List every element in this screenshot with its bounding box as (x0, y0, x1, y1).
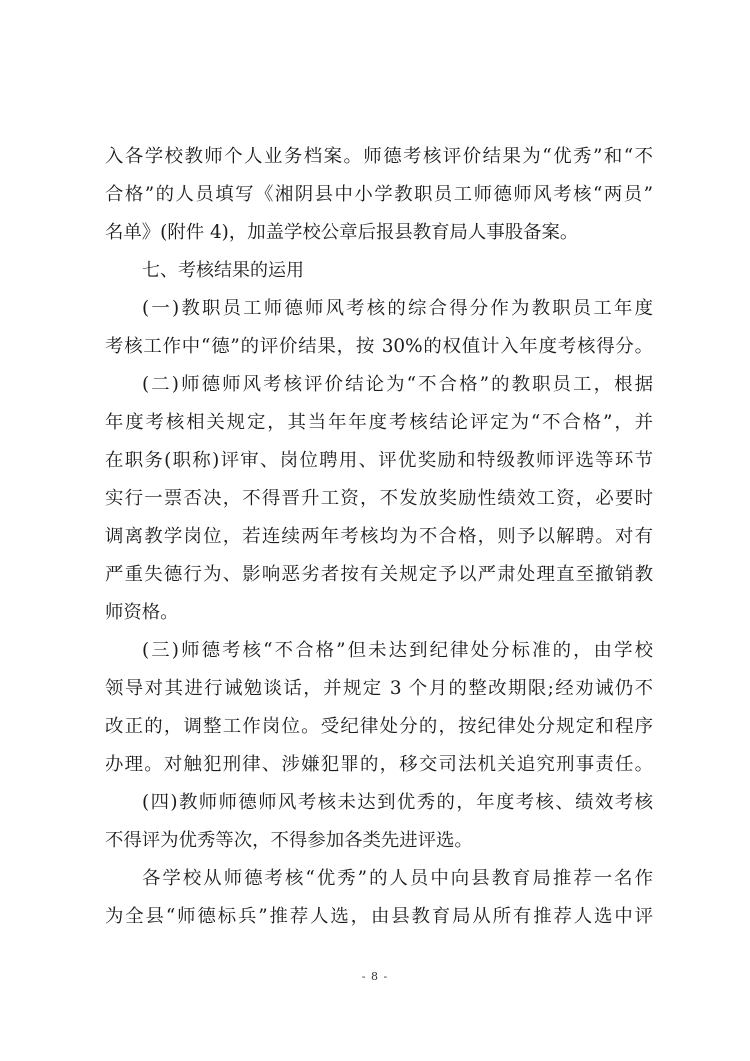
text-line: 调离教学岗位，若连续两年考核均为不合格，则予以解聘。对有 (105, 526, 653, 547)
text-line: 名单》(附件 4)，加盖学校公章后报县教育局人事股备案。 (105, 222, 579, 243)
text-line: (三)师德考核“不合格”但未达到纪律处分标准的，由学校 (142, 640, 653, 661)
text-line: 不得评为优秀等次，不得参加各类先进评选。 (105, 830, 473, 851)
text-line: 为全县“师德标兵”推荐人选，由县教育局从所有推荐人选中评 (105, 906, 653, 927)
text-line: 实行一票否决，不得晋升工资，不发放奖励性绩效工资，必要时 (105, 488, 653, 509)
text-line: (一)教职员工师德师风考核的综合得分作为教职员工年度 (142, 298, 653, 319)
section-heading: 七、考核结果的运用 (142, 260, 304, 281)
text-line: 领导对其进行诫勉谈话，并规定 3 个月的整改期限;经劝诫仍不 (105, 678, 653, 699)
text-line: 改正的，调整工作岗位。受纪律处分的，按纪律处分规定和程序 (105, 716, 653, 737)
text-line: (二)师德师风考核评价结论为“不合格”的教职员工，根据 (142, 374, 653, 395)
text-line: 严重失德行为、影响恶劣者按有关规定予以严肃处理直至撤销教 (105, 564, 653, 585)
text-line: (四)教师师德师风考核未达到优秀的，年度考核、绩效考核 (142, 792, 653, 813)
text-line: 在职务(职称)评审、岗位聘用、评优奖励和特级教师评选等环节 (105, 450, 653, 471)
text-line: 办理。对触犯刑律、涉嫌犯罪的，移交司法机关追究刑事责任。 (105, 754, 653, 775)
text-line: 各学校从师德考核“优秀”的人员中向县教育局推荐一名作 (142, 868, 653, 889)
text-line: 入各学校教师个人业务档案。师德考核评价结果为“优秀”和“不 (105, 146, 653, 167)
text-line: 年度考核相关规定，其当年年度考核结论评定为“不合格”，并 (105, 412, 653, 433)
text-line: 师资格。 (105, 602, 179, 623)
text-line: 合格”的人员填写《湘阴县中小学教职员工师德师风考核“两员” (105, 184, 653, 205)
page-number: - 8 - (361, 970, 389, 983)
text-line: 考核工作中“德”的评价结果，按 30%的权值计入年度考核得分。 (105, 336, 653, 357)
